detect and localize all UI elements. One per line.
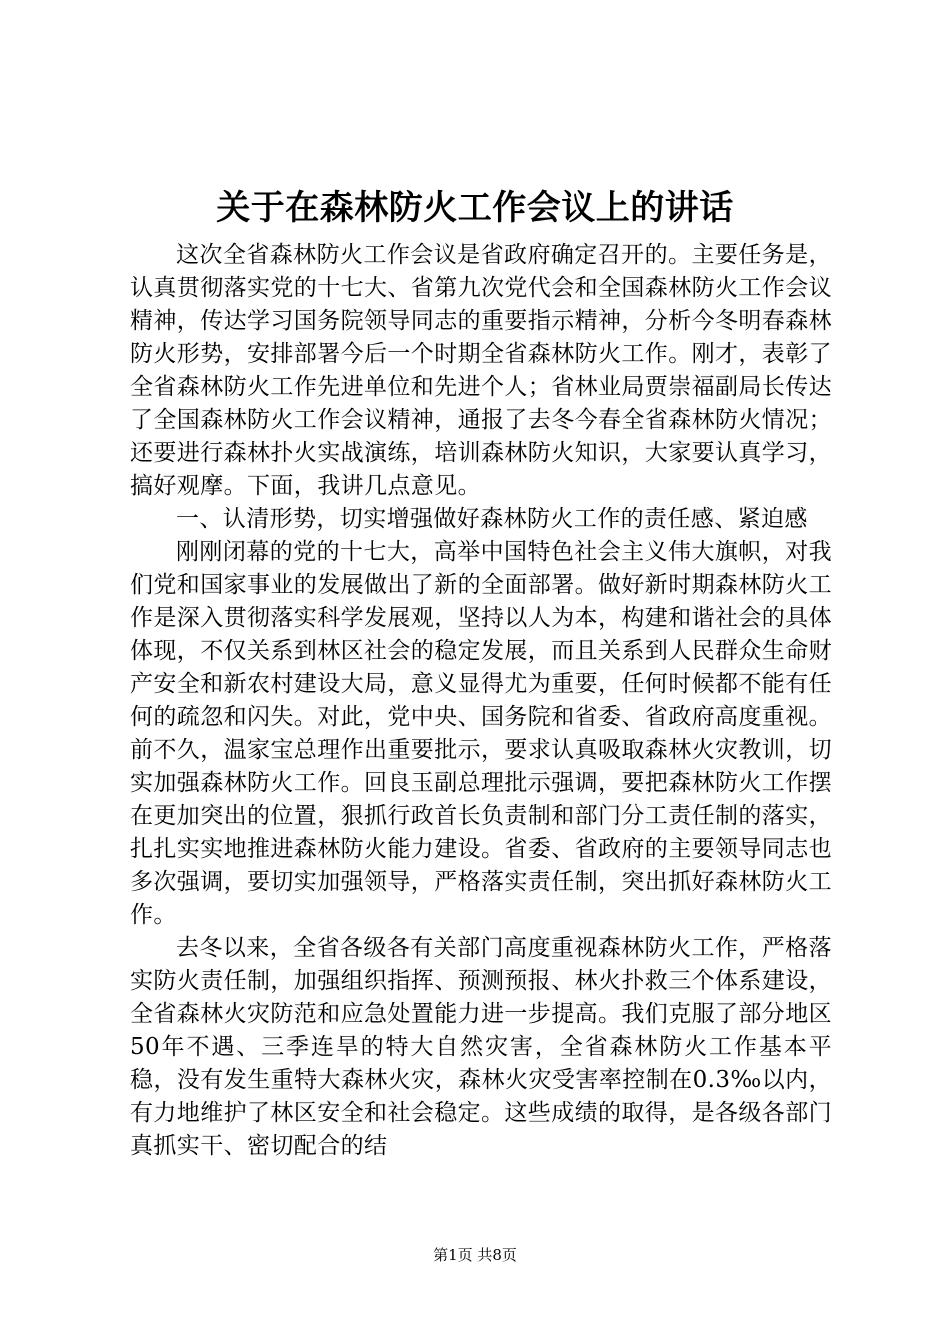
- document-body: [130, 239, 832, 1163]
- section-heading-1: 一、认清形势，切实增强做好森林防火工作的责任感、紧迫感: [176, 506, 808, 532]
- page-number-footer: 第1页 共8页: [433, 1246, 517, 1264]
- paragraph-intro: 这次全省森林防火工作会议是省政府确定召开的。主要任务是，认真贯彻落实党的十七大、省第九次党代会和全国森林防火工作会议精神，传达学习国务院领导同志的重要指示精神，分析今冬明春森林防火形势，安排部署今后一个时期全省森林防火工作。刚才，表彰了全省森林防火工作先进单位和先进个人；省林业局贾崇福副局长传达了全国森林防火工作会议精神，通报了去冬今春全省森林防火情况；还要进行森林扑火实战演练，培训森林防火知识，大家要认真学习，搞好观摩。下面，我讲几点意见。: [130, 242, 832, 499]
- paragraph-achievements: 去冬以来，全省各级各有关部门高度重视森林防火工作，严格落实防火责任制，加强组织指挥、预测预报、林火扑救三个体系建设，全省森林火灾防范和应急处置能力进一步提高。我们克服了部分地区50年不遇、三季连旱的特大自然灾害，全省森林防火工作基本平稳，没有发生重特大森林火灾，森林火灾受害率控制在0.3‰以内，有力地维护了林区安全和社会稳定。这些成绩的取得，是各级各部门真抓实干、密切配合的结: [130, 935, 832, 1159]
- document-title: 关于在森林防火工作会议上的讲话: [216, 188, 734, 228]
- paragraph-party-congress: 刚刚闭幕的党的十七大，高举中国特色社会主义伟大旗帜，对我们党和国家事业的发展做出了新的全面部署。做好新时期森林防火工作是深入贯彻落实科学发展观，坚持以人为本，构建和谐社会的具体体现，不仅关系到林区社会的稳定发展，而且关系到人民群众生命财产安全和新农村建设大局，意义显得尤为重要，任何时候都不能有任何的疏忽和闪失。对此，党中央、国务院和省委、省政府高度重视。前不久，温家宝总理作出重要批示，要求认真吸取森林火灾教训，切实加强森林防火工作。回良玉副总理批示强调，要把森林防火工作摆在更加突出的位置，狠抓行政首长负责制和部门分工责任制的落实，扎扎实实地推进森林防火能力建设。省委、省政府的主要领导同志也多次强调，要切实加强领导，严格落实责任制，突出抓好森林防火工作。: [130, 539, 832, 928]
